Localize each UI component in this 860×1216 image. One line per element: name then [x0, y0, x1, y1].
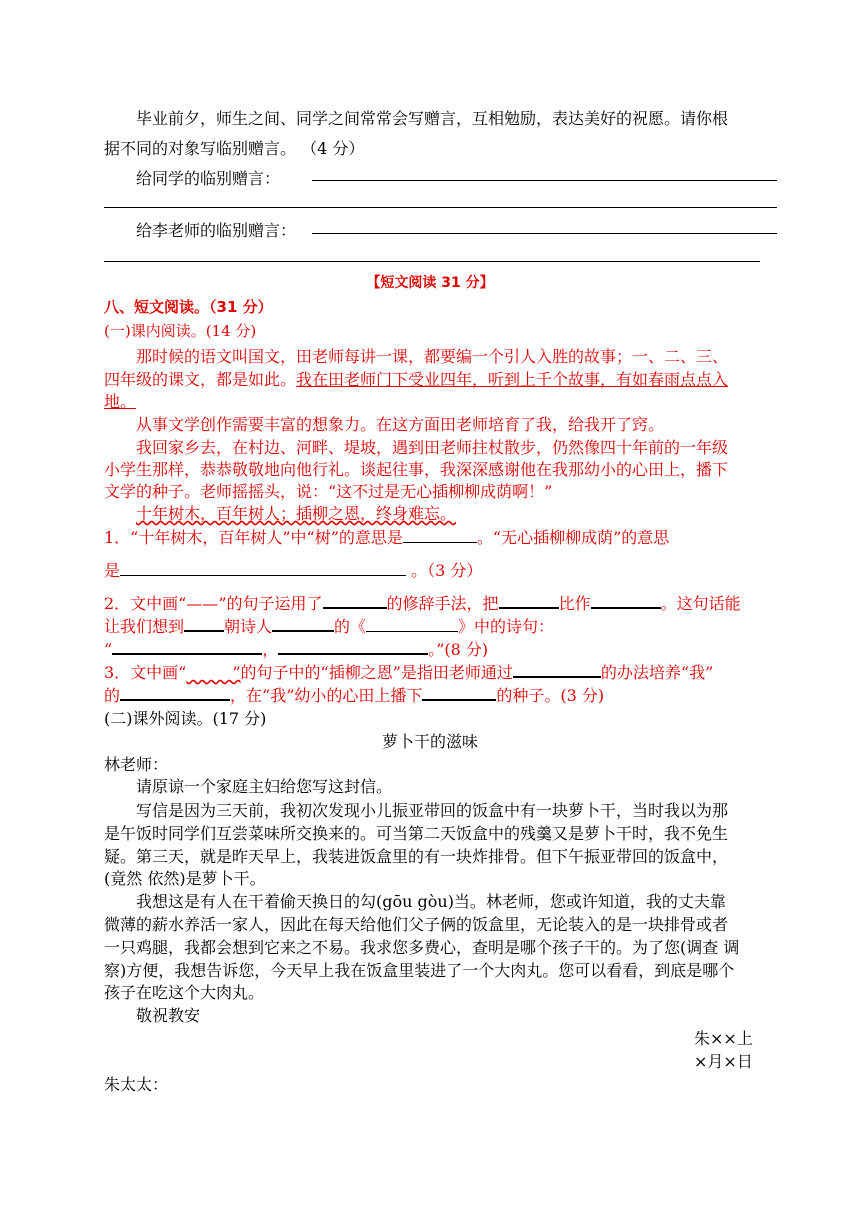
question-1-line2 — [104, 558, 482, 581]
q3-text-a: 3．文中画“ — [104, 663, 187, 682]
q3-text-e: ，在“我”幼小的心田上播下 — [230, 686, 423, 705]
question-2-line1 — [104, 591, 741, 614]
q2-text-k: 。”(8 分) — [428, 640, 489, 659]
q2-text-g: 的《 — [334, 617, 367, 636]
q2-text-a: 2．文中画“——”的句子运用了 — [104, 594, 323, 613]
q3-wavy-mark — [186, 663, 232, 682]
letter-p3-line2: 微薄的薪水养活一家人，因此在每天给他们父子俩的饭盒里，无论装入的是一块排骨或者 — [104, 915, 729, 934]
q2-blank-4[interactable] — [184, 614, 224, 632]
q2-blank-2[interactable] — [499, 591, 559, 609]
q2-text-b: 的修辞手法，把 — [386, 594, 499, 613]
letter-p2-line2: 是午饭时同学们互尝菜味所交换来的。可当第二天饭盒中的残羹又是萝卜干时，我不免生 — [104, 824, 729, 843]
underlined-sentence: 我在田老师门下受业四年，听到上千个故事，有如春雨点点入 — [296, 370, 729, 389]
q2-blank-7[interactable] — [112, 637, 262, 655]
q1-blank-2[interactable] — [120, 559, 406, 576]
q1-text-b: 。“无心插柳柳成荫”的意思 — [476, 528, 670, 547]
part1-label: (一)课内阅读。(14 分) — [104, 322, 257, 340]
q3-blank-1[interactable] — [513, 660, 601, 678]
classmate-label: 给同学的临别赠言： — [136, 169, 281, 188]
letter-p3-line4: 察)方便，我想告诉您，今天早上我在饭盒里装进了一个大肉丸。您可以看看，到底是哪个 — [104, 961, 735, 980]
q3-text-b: ”的句子中的“插柳之恩”是指田老师通过 — [232, 663, 513, 682]
question-3-line1 — [104, 660, 713, 683]
letter-p3-line3: 一只鸡腿，我都会想到它来之不易。我求您多费心，查明是哪个孩子干的。为了您(调查 调 — [104, 938, 740, 957]
letter-p2-line4: (竟然 依然)是萝卜干。 — [104, 869, 266, 888]
section-banner: 【短文阅读 31 分】 — [366, 275, 494, 291]
passage1-p3-line2: 小学生那样，恭恭敬敬地向他行礼。谈起往事，我深深感谢他在我那幼小的心田上，播下 — [104, 460, 729, 479]
question-2-line2 — [104, 614, 554, 637]
letter-closing: 敬祝教安 — [136, 1006, 201, 1025]
part2-label: (二)课外阅读。(17 分) — [104, 709, 267, 728]
passage1-p2: 从事文学创作需要丰富的想象力。在这方面田老师培育了我，给我开了窍。 — [136, 415, 665, 434]
q2-text-f: 朝诗人 — [224, 617, 273, 636]
letter-p3-line5: 孩子在吃这个大肉丸。 — [104, 983, 265, 1002]
question-1-line1 — [104, 525, 669, 548]
letter-p1: 请原谅一个家庭主妇给您写这封信。 — [136, 777, 393, 796]
q1-text-d: 。（3 分） — [406, 561, 483, 580]
intro-line-1: 毕业前夕，师生之间、同学之间常常会写赠言，互相勉励，表达美好的祝愿。请你根 — [136, 109, 729, 128]
reply-salutation: 朱太太： — [104, 1075, 169, 1094]
q3-blank-3[interactable] — [422, 683, 496, 701]
q2-blank-5[interactable] — [272, 614, 334, 632]
letter-date: ×月×日 — [694, 1052, 753, 1071]
q2-blank-6[interactable] — [366, 615, 458, 632]
q2-text-e: 让我们想到 — [104, 617, 185, 636]
q2-text-j: ， — [262, 640, 279, 659]
teacher-answer-line[interactable] — [312, 233, 777, 234]
letter-salutation: 林老师： — [104, 755, 169, 774]
q2-text-h: 》中的诗句： — [458, 617, 555, 636]
q3-text-c: 的办法培养“我” — [600, 663, 714, 682]
classmate-answer-line[interactable] — [312, 180, 777, 181]
q3-blank-2[interactable] — [120, 683, 230, 701]
q2-blank-3[interactable] — [591, 591, 661, 609]
q3-text-d: 的 — [104, 686, 121, 705]
passage1-p3-line3: 文学的种子。老师摇摇头，说：“这不过是无心插柳柳成荫啊！” — [104, 482, 553, 501]
passage1-p1-line2 — [104, 367, 728, 390]
question-3-line2 — [104, 683, 604, 706]
passage1-p3-line1: 我回家乡去，在村边、河畔、堤坡，遇到田老师拄杖散步，仍然像四十年前的一年级 — [136, 438, 729, 457]
section-title: 八、短文阅读。（31 分） — [104, 298, 273, 316]
passage1-p1-line3: 地。 — [104, 392, 137, 411]
letter-p2-line3: 疑。第三天，就是昨天早上，我装进饭盒里的有一块炸排骨。但下午振亚带回的饭盒中， — [104, 847, 729, 866]
q2-text-d: 。这句话能 — [660, 594, 741, 613]
q1-text-c: 是 — [104, 561, 121, 580]
intro-line-2: 据不同的对象写临别赠言。 （4 分） — [104, 139, 365, 158]
q3-text-f: 的种子。(3 分) — [496, 686, 605, 705]
q1-blank-1[interactable] — [403, 526, 477, 543]
question-2-line3 — [104, 637, 488, 660]
classmate-answer-line-2[interactable] — [104, 207, 777, 208]
q1-text-a: 1．“十年树木，百年树人”中“树”的意思是 — [104, 528, 403, 547]
passage1-p1-line2-plain: 四年级的课文，都是如此。 — [104, 370, 297, 389]
letter-title: 萝卜干的滋味 — [381, 732, 478, 751]
letter-signature: 朱××上 — [694, 1029, 753, 1048]
q2-text-c: 比作 — [558, 594, 591, 613]
q2-text-i: “ — [104, 640, 113, 659]
passage1-p4-wavy: 十年树木，百年树人；插柳之恩，终身难忘。 — [136, 504, 457, 523]
letter-p2-line1: 写信是因为三天前，我初次发现小儿振亚带回的饭盒中有一块萝卜干，当时我以为那 — [136, 801, 729, 820]
q2-blank-1[interactable] — [323, 591, 387, 609]
q2-blank-8[interactable] — [278, 637, 428, 655]
teacher-answer-line-2[interactable] — [104, 261, 760, 262]
letter-p3-line1: 我想这是有人在干着偷天换日的勾(gōu gòu)当。林老师，您或许知道，我的丈夫靠 — [136, 892, 726, 911]
passage1-p1-line1: 那时候的语文叫国文，田老师每讲一课，都要编一个引人入胜的故事；一、二、三、 — [136, 347, 729, 366]
teacher-label: 给李老师的临别赠言： — [136, 221, 297, 240]
